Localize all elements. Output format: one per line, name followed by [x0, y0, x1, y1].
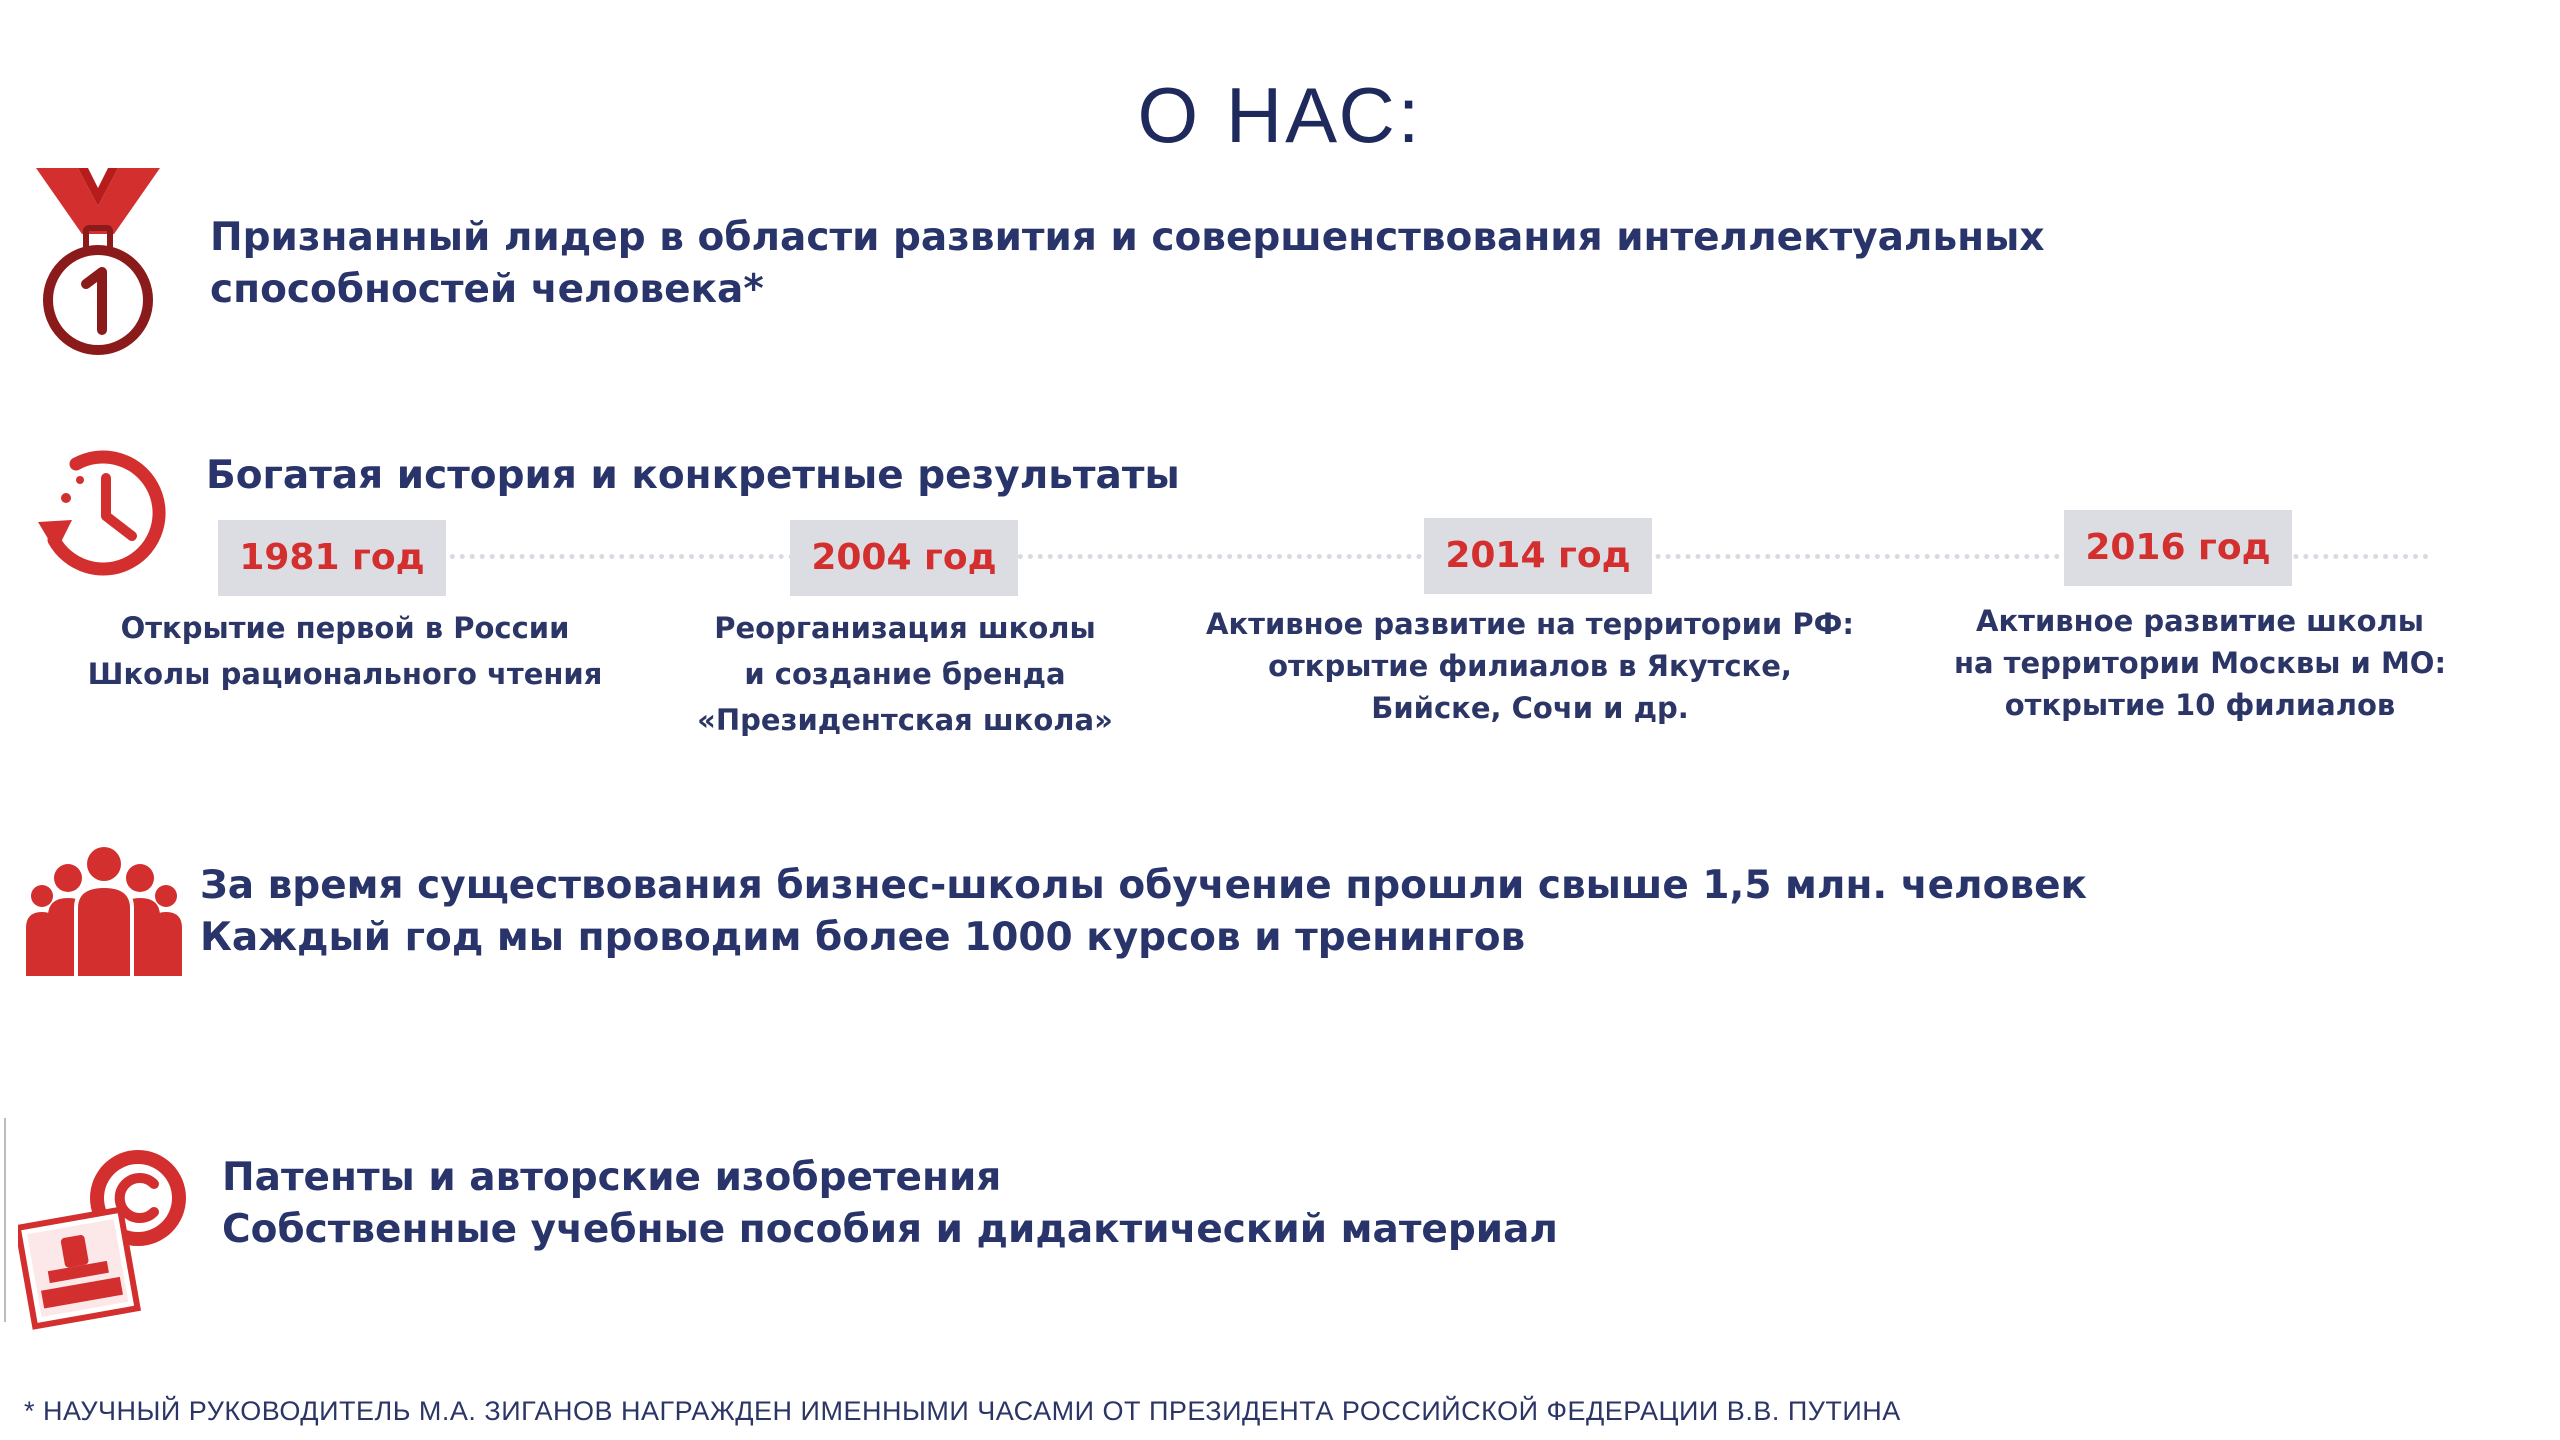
copyright-stamp-icon [18, 1140, 198, 1330]
milestone-line: Реорганизация школы [714, 611, 1096, 645]
milestone-2004-description [660, 605, 1150, 743]
milestone-line: «Президентская школа» [697, 703, 1113, 737]
page-title: О НАС: [1137, 71, 1423, 159]
year-badge-2016: 2016 год [2064, 510, 2292, 586]
milestone-1981-description [50, 605, 640, 697]
patents-statement [222, 1152, 1558, 1256]
year-badge-1981: 1981 год [218, 520, 446, 596]
students-line-2: Каждый год мы проводим более 1000 курсов и тренингов [200, 915, 1526, 960]
milestone-2014-description [1170, 603, 1890, 729]
history-heading: Богатая история и конкретные результаты [206, 453, 1180, 498]
milestone-2016-description [1910, 600, 2490, 726]
milestone-line: Школы рационального чтения [87, 657, 603, 691]
milestone-line: открытие 10 филиалов [2004, 688, 2396, 722]
year-badge-2004: 2004 год [790, 520, 1018, 596]
leader-line-1: Признанный лидер в области развития и совершенствования интеллектуальных [210, 215, 2045, 260]
left-edge-rule [4, 1118, 6, 1322]
milestone-line: открытие филиалов в Якутске, [1268, 649, 1792, 683]
footnote: * НАУЧНЫЙ РУКОВОДИТЕЛЬ М.А. ЗИГАНОВ НАГРАЖДЕН ИМЕННЫМИ ЧАСАМИ ОТ ПРЕЗИДЕНТА РОССИЙСКОЙ ФЕДЕРАЦИИ В.В. ПУТИНА [24, 1396, 1901, 1426]
students-statement [200, 860, 2087, 964]
milestone-line: на территории Москвы и МО: [1953, 646, 2447, 680]
milestone-line: Активное развитие на территории РФ: [1206, 607, 1854, 641]
medal-icon [28, 160, 168, 360]
year-badge-2014: 2014 год [1424, 518, 1652, 594]
patents-line-2: Собственные учебные пособия и дидактический материал [222, 1207, 1558, 1252]
people-group-icon [24, 846, 184, 980]
milestone-line: Бийске, Сочи и др. [1371, 691, 1689, 725]
leader-statement [210, 212, 2045, 316]
milestone-line: и создание бренда [744, 657, 1066, 691]
patents-line-1: Патенты и авторские изобретения [222, 1155, 1002, 1200]
leader-line-2: способностей человека* [210, 267, 764, 312]
milestone-line: Активное развитие школы [1976, 604, 2424, 638]
clock-history-icon [36, 444, 172, 580]
students-line-1: За время существования бизнес-школы обучение прошли свыше 1,5 млн. человек [200, 863, 2088, 908]
milestone-line: Открытие первой в России [120, 611, 570, 645]
